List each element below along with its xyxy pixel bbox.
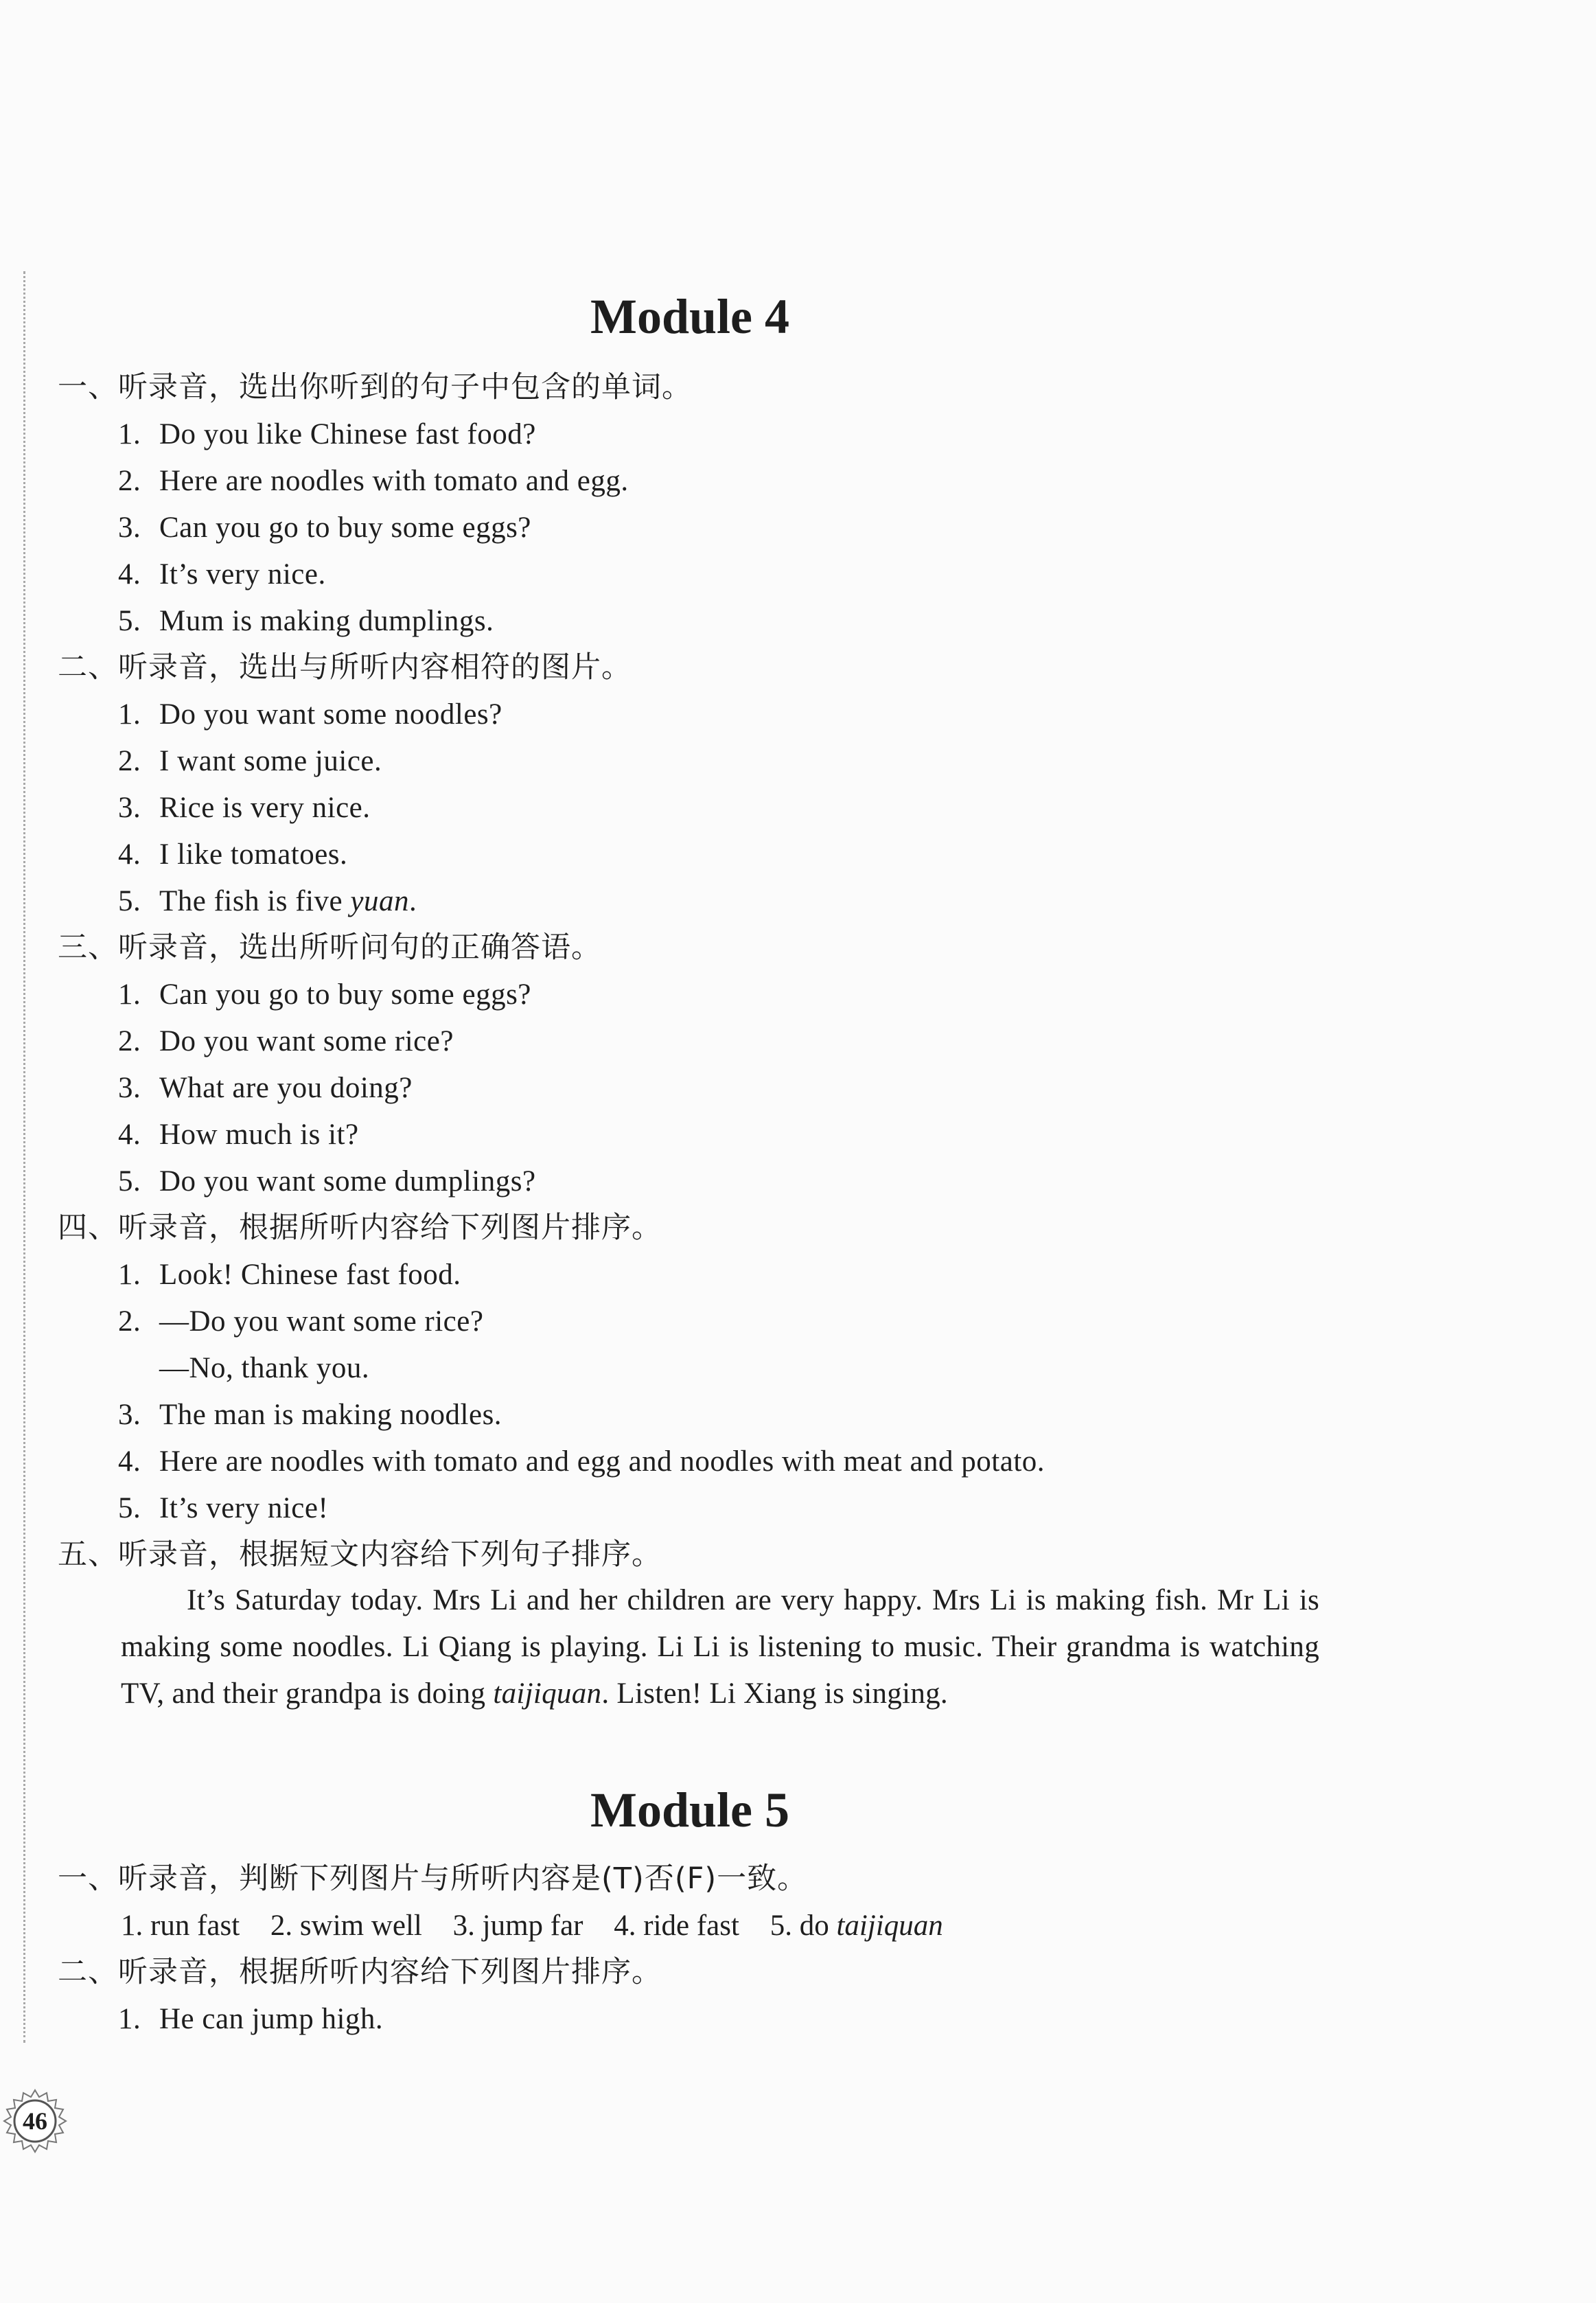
m4-section-4-heading: 四、听录音，根据所听内容给下列图片排序。 [58, 1211, 662, 1245]
list-item: 3. jump far [452, 1910, 583, 1942]
m4-section-2-heading: 二、听录音，选出与所听内容相符的图片。 [58, 650, 632, 685]
list-item: 5. It’s very nice! [118, 1492, 329, 1524]
list-item: 4. ride fast [614, 1910, 739, 1942]
list-item: —No, thank you. [159, 1352, 370, 1384]
list-item: 1. Do you want some noodles? [118, 698, 502, 731]
list-item: 5. Mum is making dumplings. [118, 605, 494, 637]
list-item: 3. What are you doing? [118, 1072, 413, 1104]
passage-paragraph: It’s Saturday today. Mrs Li and her children are very happy. Mrs Li is making fish. Mr Li is making some noodles. Li Qiang is playing. Li Li is listening to music. Their grandma is watching TV, and their grandpa is doing taijiquan. Listen! Li Xiang is singing. [121, 1584, 1319, 1710]
list-item: 5. The fish is five yuan. [118, 885, 417, 917]
list-item: 3. Rice is very nice. [118, 792, 371, 824]
list-item: 2. —Do you want some rice? [118, 1305, 484, 1338]
page-number: 46 [23, 2107, 47, 2135]
list-item: 1. Can you go to buy some eggs? [118, 978, 531, 1011]
m5-item-row [121, 1911, 967, 1940]
list-item: 2. I want some juice. [118, 745, 382, 777]
list-item: 4. I like tomatoes. [118, 838, 348, 871]
list-item: 2. Do you want some rice? [118, 1025, 454, 1057]
list-item: 4. Here are noodles with tomato and egg and noodles with meat and potato. [118, 1445, 1045, 1478]
list-item: 1. He can jump high. [118, 2003, 384, 2035]
list-item: 5. Do you want some dumplings? [118, 1165, 536, 1198]
list-item: 2. Here are noodles with tomato and egg. [118, 465, 629, 497]
m4-section-1-heading: 一、听录音，选出你听到的句子中包含的单词。 [58, 370, 692, 404]
m5-section-1-heading: 一、听录音，判断下列图片与所听内容是(T)否(F)一致。 [58, 1861, 808, 1896]
module-5-title: Module 5 [590, 1783, 789, 1837]
m5-section-2-heading: 二、听录音，根据所听内容给下列图片排序。 [58, 1955, 662, 1989]
list-item: 1. run fast [121, 1910, 240, 1942]
list-item: 1. Do you like Chinese fast food? [118, 418, 536, 450]
list-item: 1. Look! Chinese fast food. [118, 1259, 461, 1291]
m4-section-3-heading: 三、听录音，选出所听问句的正确答语。 [58, 930, 601, 965]
m4-section-5-heading: 五、听录音，根据短文内容给下列句子排序。 [58, 1537, 662, 1572]
list-item: 2. swim well [270, 1910, 422, 1942]
list-item: 3. The man is making noodles. [118, 1399, 502, 1431]
list-item: 4. How much is it? [118, 1119, 359, 1151]
list-item: 5. do taijiquan [770, 1910, 943, 1942]
list-item: 4. It’s very nice. [118, 558, 326, 591]
list-item: 3. Can you go to buy some eggs? [118, 512, 531, 544]
module-4-title: Module 4 [590, 289, 789, 344]
